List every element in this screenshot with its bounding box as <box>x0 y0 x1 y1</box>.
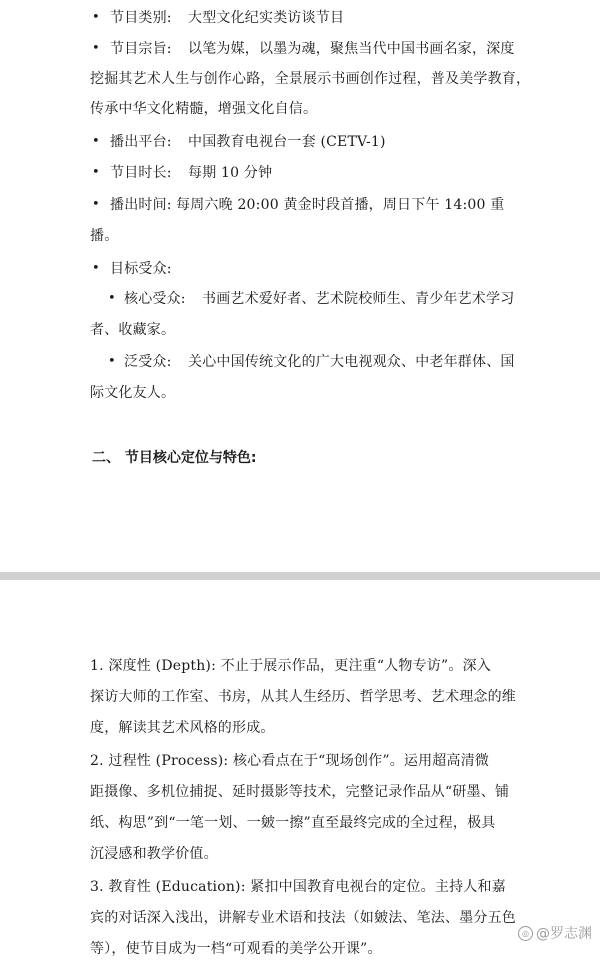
page-separator <box>0 572 600 580</box>
list-item <box>0 128 600 156</box>
item-label: 节目时长: <box>110 165 172 181</box>
bullet: • <box>92 197 100 212</box>
item-value: 中国教育电视台一套 (CETV-1) <box>188 134 386 150</box>
list-item <box>0 159 600 187</box>
item-continuation: 沉浸感和教学价值。 <box>90 846 218 862</box>
list-item <box>0 4 600 32</box>
item-label: 节目宗旨: <box>110 41 172 57</box>
item-continuation: 者、收藏家。 <box>90 322 176 338</box>
bullet: • <box>108 291 116 306</box>
item-continuation: 探访大师的工作室、书房，从其人生经历、哲学思考、艺术理念的维 <box>90 689 516 705</box>
list-item <box>0 191 600 219</box>
list-item <box>0 35 600 63</box>
item-continuation: 距摄像、多机位捕捉、延时摄影等技术，完整记录作品从“研墨、铺 <box>90 784 510 800</box>
item-value: 大型文化纪实类访谈节目 <box>188 10 345 26</box>
item-label: 播出时间: <box>110 197 172 213</box>
item-value: 以笔为媒，以墨为魂，聚焦当代中国书画名家，深度 <box>188 41 515 57</box>
item-continuation: 播。 <box>90 228 119 244</box>
item-continuation: 纸、构思”到“一笔一划、一皴一擦”直至最终完成的全过程，极具 <box>90 815 496 831</box>
numbered-point: 1. 深度性 (Depth): 不止于展示作品，更注重“人物专访”。深入 <box>90 658 491 674</box>
document-page-2 <box>0 580 600 957</box>
numbered-point: 3. 教育性 (Education): 紧扣中国教育电视台的定位。主持人和嘉 <box>90 879 506 895</box>
item-continuation: 度，解读其艺术风格的形成。 <box>90 720 275 736</box>
bullet: • <box>92 41 100 56</box>
item-value: 每期 10 分钟 <box>188 165 273 181</box>
list-item <box>0 255 600 283</box>
bullet: • <box>92 165 100 180</box>
bullet: • <box>92 10 100 25</box>
item-value: 书画艺术爱好者、艺术院校师生、青少年艺术学习 <box>202 291 515 307</box>
item-continuation: 宾的对话深入浅出，讲解专业术语和技法（如皴法、笔法、墨分五色 <box>90 910 516 926</box>
watermark-text: @罗志渊 <box>536 926 592 942</box>
sub-list-item <box>0 348 600 376</box>
watermark <box>518 923 592 943</box>
item-label: 播出平台: <box>110 134 172 150</box>
item-label: 核心受众: <box>124 291 186 307</box>
item-value: 关心中国传统文化的广大电视观众、中老年群体、国 <box>188 354 515 370</box>
sub-list-item <box>0 285 600 313</box>
item-continuation: 传承中华文化精髓，增强文化自信。 <box>90 101 318 117</box>
item-continuation: 等），使节目成为一档“可观看的美学公开课”。 <box>90 941 382 957</box>
item-label: 节目类别: <box>110 10 172 26</box>
item-label: 泛受众: <box>124 354 172 370</box>
bullet: • <box>92 261 100 276</box>
bullet: • <box>108 354 116 369</box>
item-continuation: 际文化友人。 <box>90 385 176 401</box>
item-label: 目标受众: <box>110 261 172 277</box>
section-heading: 二、 节目核心定位与特色: <box>92 450 257 466</box>
item-continuation: 挖掘其艺术人生与创作心路，全景展示书画创作过程，普及美学教育， <box>90 71 531 87</box>
bullet: • <box>92 134 100 149</box>
item-value: 每周六晚 20:00 黄金时段首播，周日下午 14:00 重 <box>176 197 505 213</box>
weibo-at-icon: ◎ <box>518 926 533 941</box>
numbered-point: 2. 过程性 (Process): 核心看点在于“现场创作”。运用超高清微 <box>90 753 490 769</box>
